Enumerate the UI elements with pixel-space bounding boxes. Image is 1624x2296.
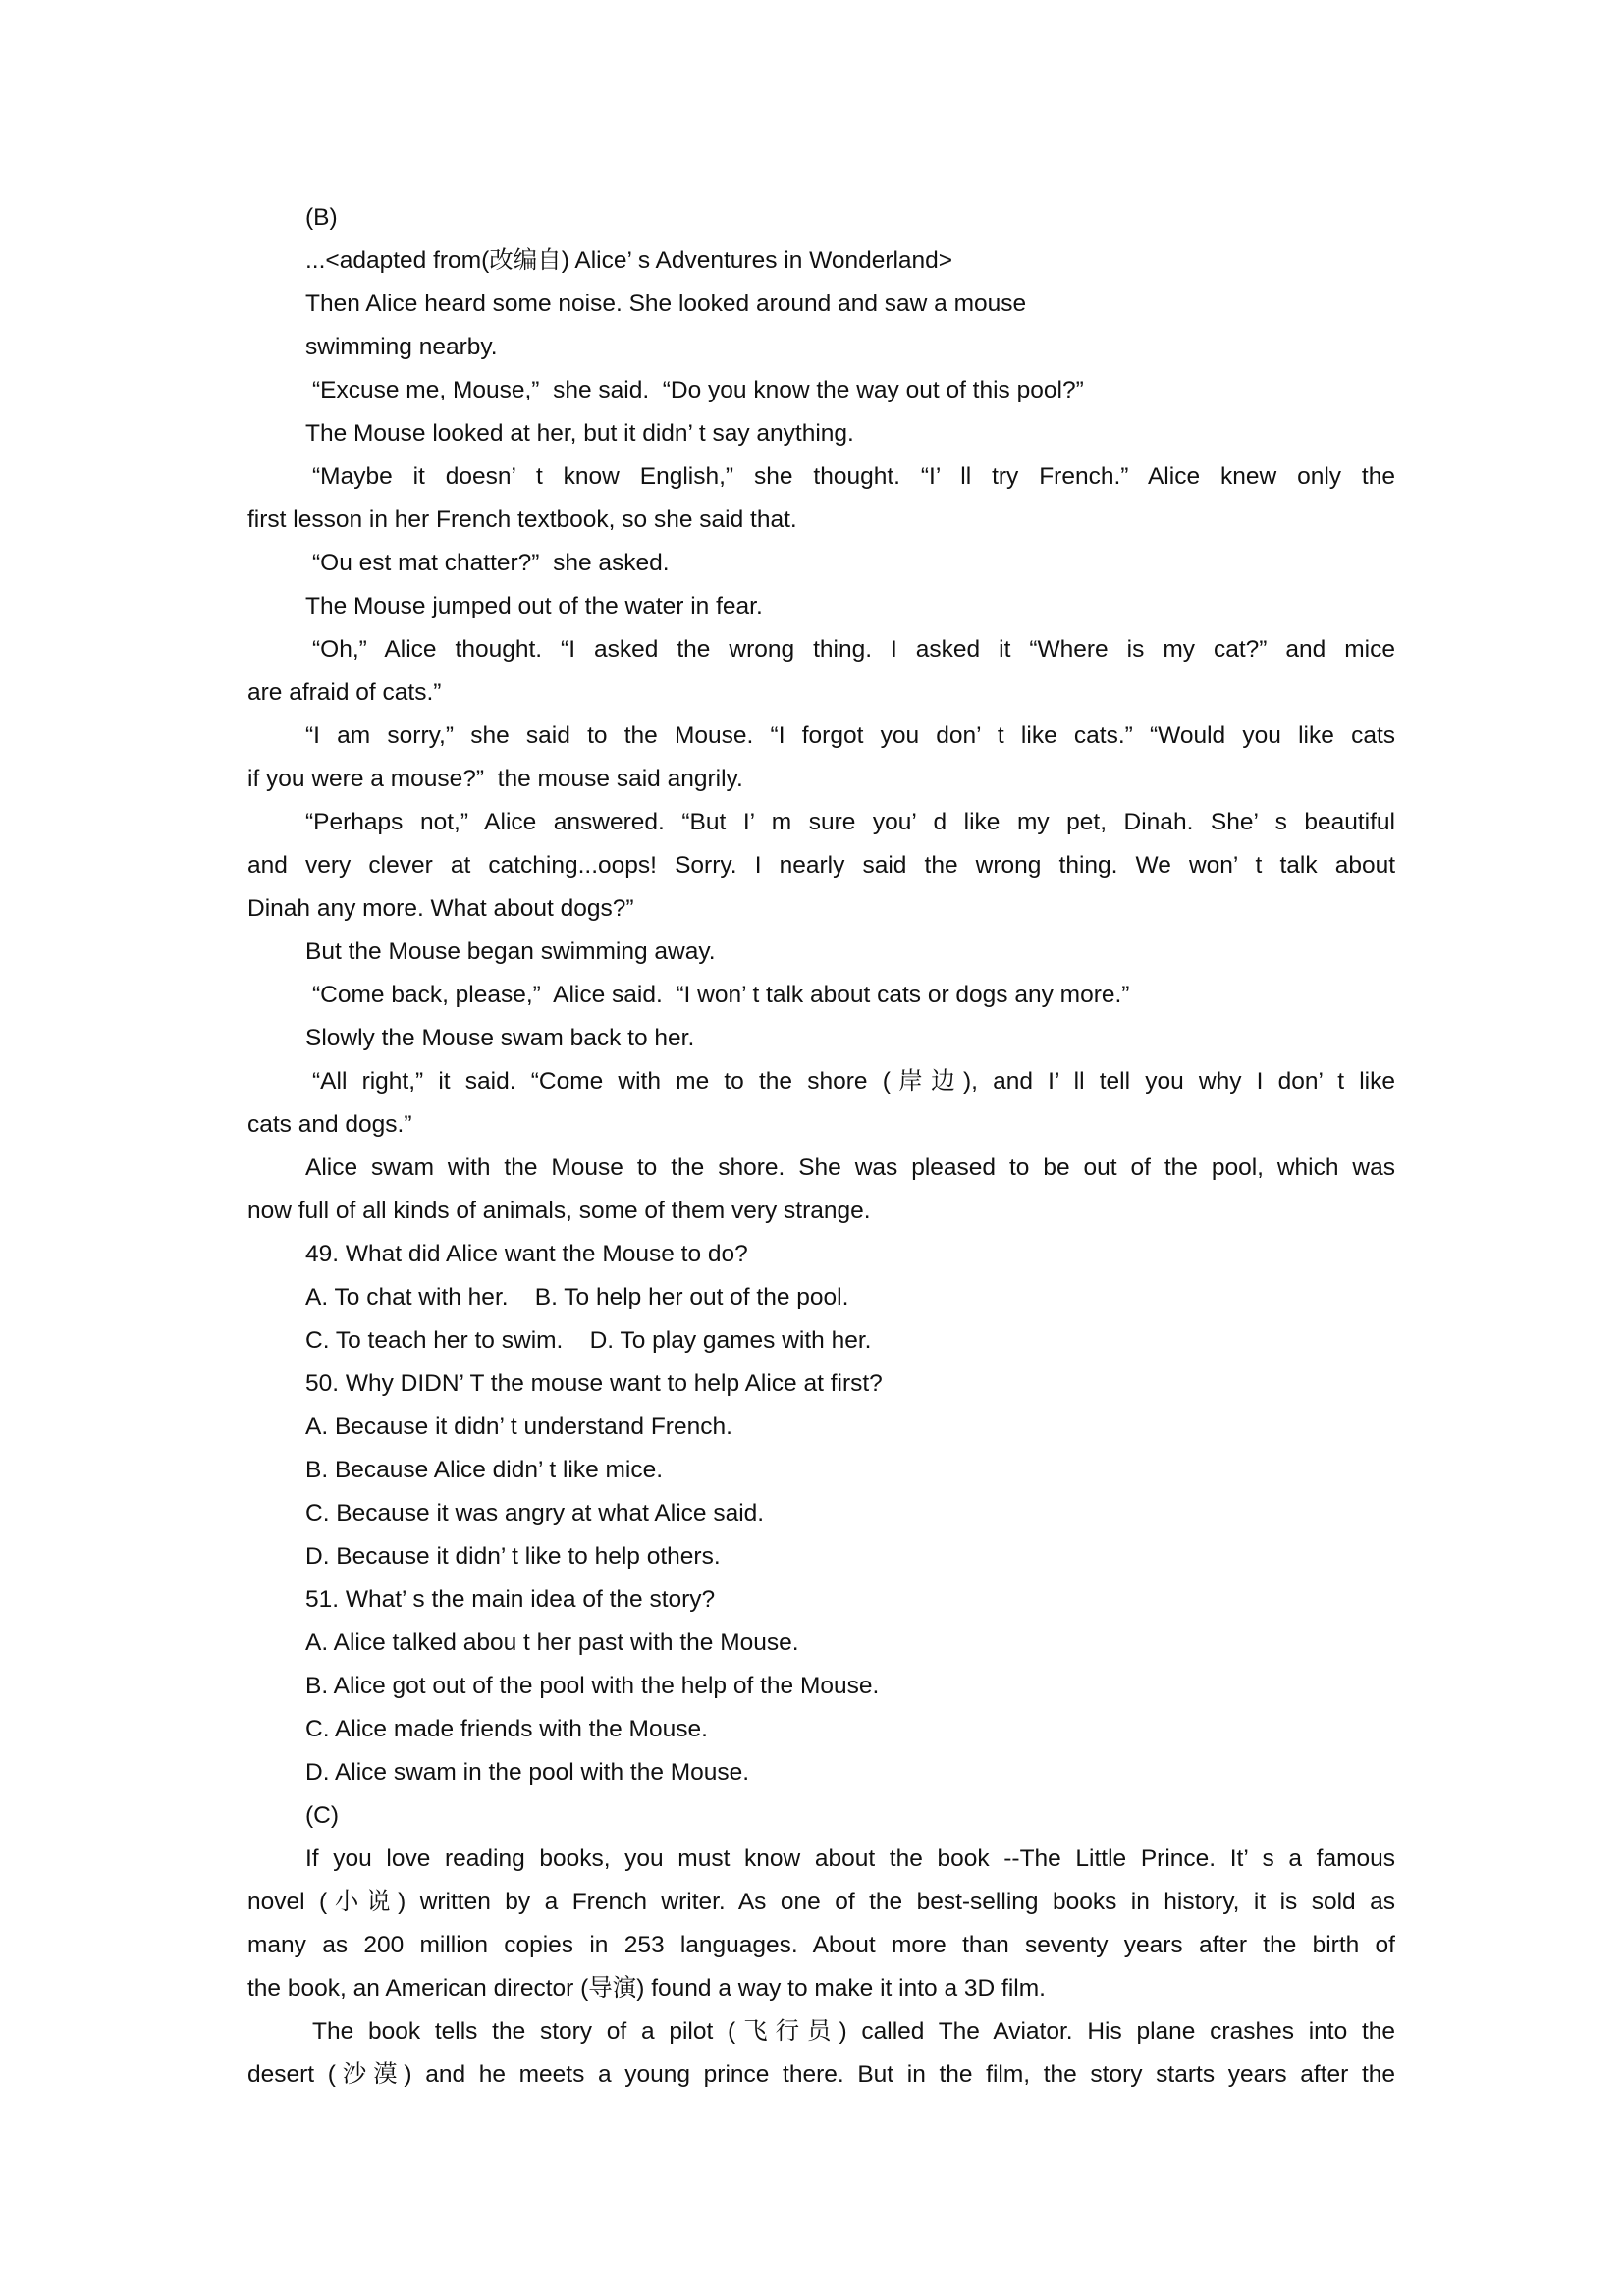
passage-line: “Excuse me, Mouse,” she said. “Do you know the way out of this pool?”: [312, 377, 1084, 403]
passage-line: Alice swam with the Mouse to the shore. She was pleased to be out of the pool, which was: [305, 1154, 1395, 1181]
passage-line: cats and dogs.”: [247, 1111, 412, 1138]
question-stem-50: 50. Why DIDN’ T the mouse want to help Alice at first?: [305, 1370, 883, 1397]
source-note: ...<adapted from(改编自) Alice’ s Adventures in Wonderland>: [305, 247, 953, 274]
passage-line: The book tells the story of a pilot (飞行员) called The Aviator. His plane crashes into the: [312, 2018, 1395, 2045]
question-option: D. Alice swam in the pool with the Mouse.: [305, 1759, 750, 1786]
passage-line: now full of all kinds of animals, some of them very strange.: [247, 1198, 871, 1224]
question-option: C. To teach her to swim. D. To play games with her.: [305, 1327, 872, 1354]
passage-line: Then Alice heard some noise. She looked around and saw a mouse: [305, 291, 1027, 317]
question-option: B. Alice got out of the pool with the help of the Mouse.: [305, 1673, 880, 1699]
passage-line: If you love reading books, you must know about the book --The Little Prince. It’ s a famous: [305, 1845, 1395, 1872]
passage-line: are afraid of cats.”: [247, 679, 442, 706]
passage-line: desert (沙漠) and he meets a young prince there. But in the film, the story starts years after the: [247, 2061, 1395, 2088]
question-option: A. Because it didn’ t understand French.: [305, 1414, 732, 1440]
passage-line: many as 200 million copies in 253 languages. About more than seventy years after the birth of: [247, 1932, 1395, 1958]
question-option: C. Because it was angry at what Alice said.: [305, 1500, 765, 1526]
question-option: A. Alice talked abou t her past with the Mouse.: [305, 1629, 799, 1656]
passage-line: “Perhaps not,” Alice answered. “But I’ m sure you’ d like my pet, Dinah. She’ s beautiful: [305, 809, 1395, 835]
passage-line: first lesson in her French textbook, so she said that.: [247, 507, 797, 533]
passage-line: But the Mouse began swimming away.: [305, 938, 716, 965]
question-option: B. Because Alice didn’ t like mice.: [305, 1457, 664, 1483]
passage-line: “Oh,” Alice thought. “I asked the wrong thing. I asked it “Where is my cat?” and mice: [312, 636, 1395, 663]
passage-line: “Ou est mat chatter?” she asked.: [312, 550, 670, 576]
question-option: C. Alice made friends with the Mouse.: [305, 1716, 708, 1742]
passage-line: if you were a mouse?” the mouse said angrily.: [247, 766, 743, 792]
passage-line: and very clever at catching...oops! Sorry. I nearly said the wrong thing. We won’ t talk about: [247, 852, 1395, 879]
passage-line: The Mouse looked at her, but it didn’ t say anything.: [305, 420, 854, 447]
question-option: A. To chat with her. B. To help her out of the pool.: [305, 1284, 849, 1310]
question-stem-49: 49. What did Alice want the Mouse to do?: [305, 1241, 748, 1267]
section-label-c: (C): [305, 1802, 340, 1829]
passage-line: “Come back, please,” Alice said. “I won’ t talk about cats or dogs any more.”: [312, 982, 1130, 1008]
question-option: D. Because it didn’ t like to help others.: [305, 1543, 721, 1570]
passage-line: “Maybe it doesn’ t know English,” she thought. “I’ ll try French.” Alice knew only the: [312, 463, 1395, 490]
passage-line: the book, an American director (导演) found a way to make it into a 3D film.: [247, 1975, 1046, 2002]
passage-line: Dinah any more. What about dogs?”: [247, 895, 634, 922]
passage-line: “I am sorry,” she said to the Mouse. “I forgot you don’ t like cats.” “Would you like cats: [305, 722, 1395, 749]
passage-line: Slowly the Mouse swam back to her.: [305, 1025, 695, 1051]
section-label-b: (B): [305, 204, 338, 231]
question-stem-51: 51. What’ s the main idea of the story?: [305, 1586, 716, 1613]
passage-line: swimming nearby.: [305, 334, 498, 360]
passage-line: novel (小说) written by a French writer. As one of the best-selling books in history, it is sold as: [247, 1889, 1395, 1915]
passage-line: “All right,” it said. “Come with me to the shore (岸边), and I’ ll tell you why I don’ t like: [312, 1068, 1395, 1095]
passage-line: The Mouse jumped out of the water in fear.: [305, 593, 763, 619]
